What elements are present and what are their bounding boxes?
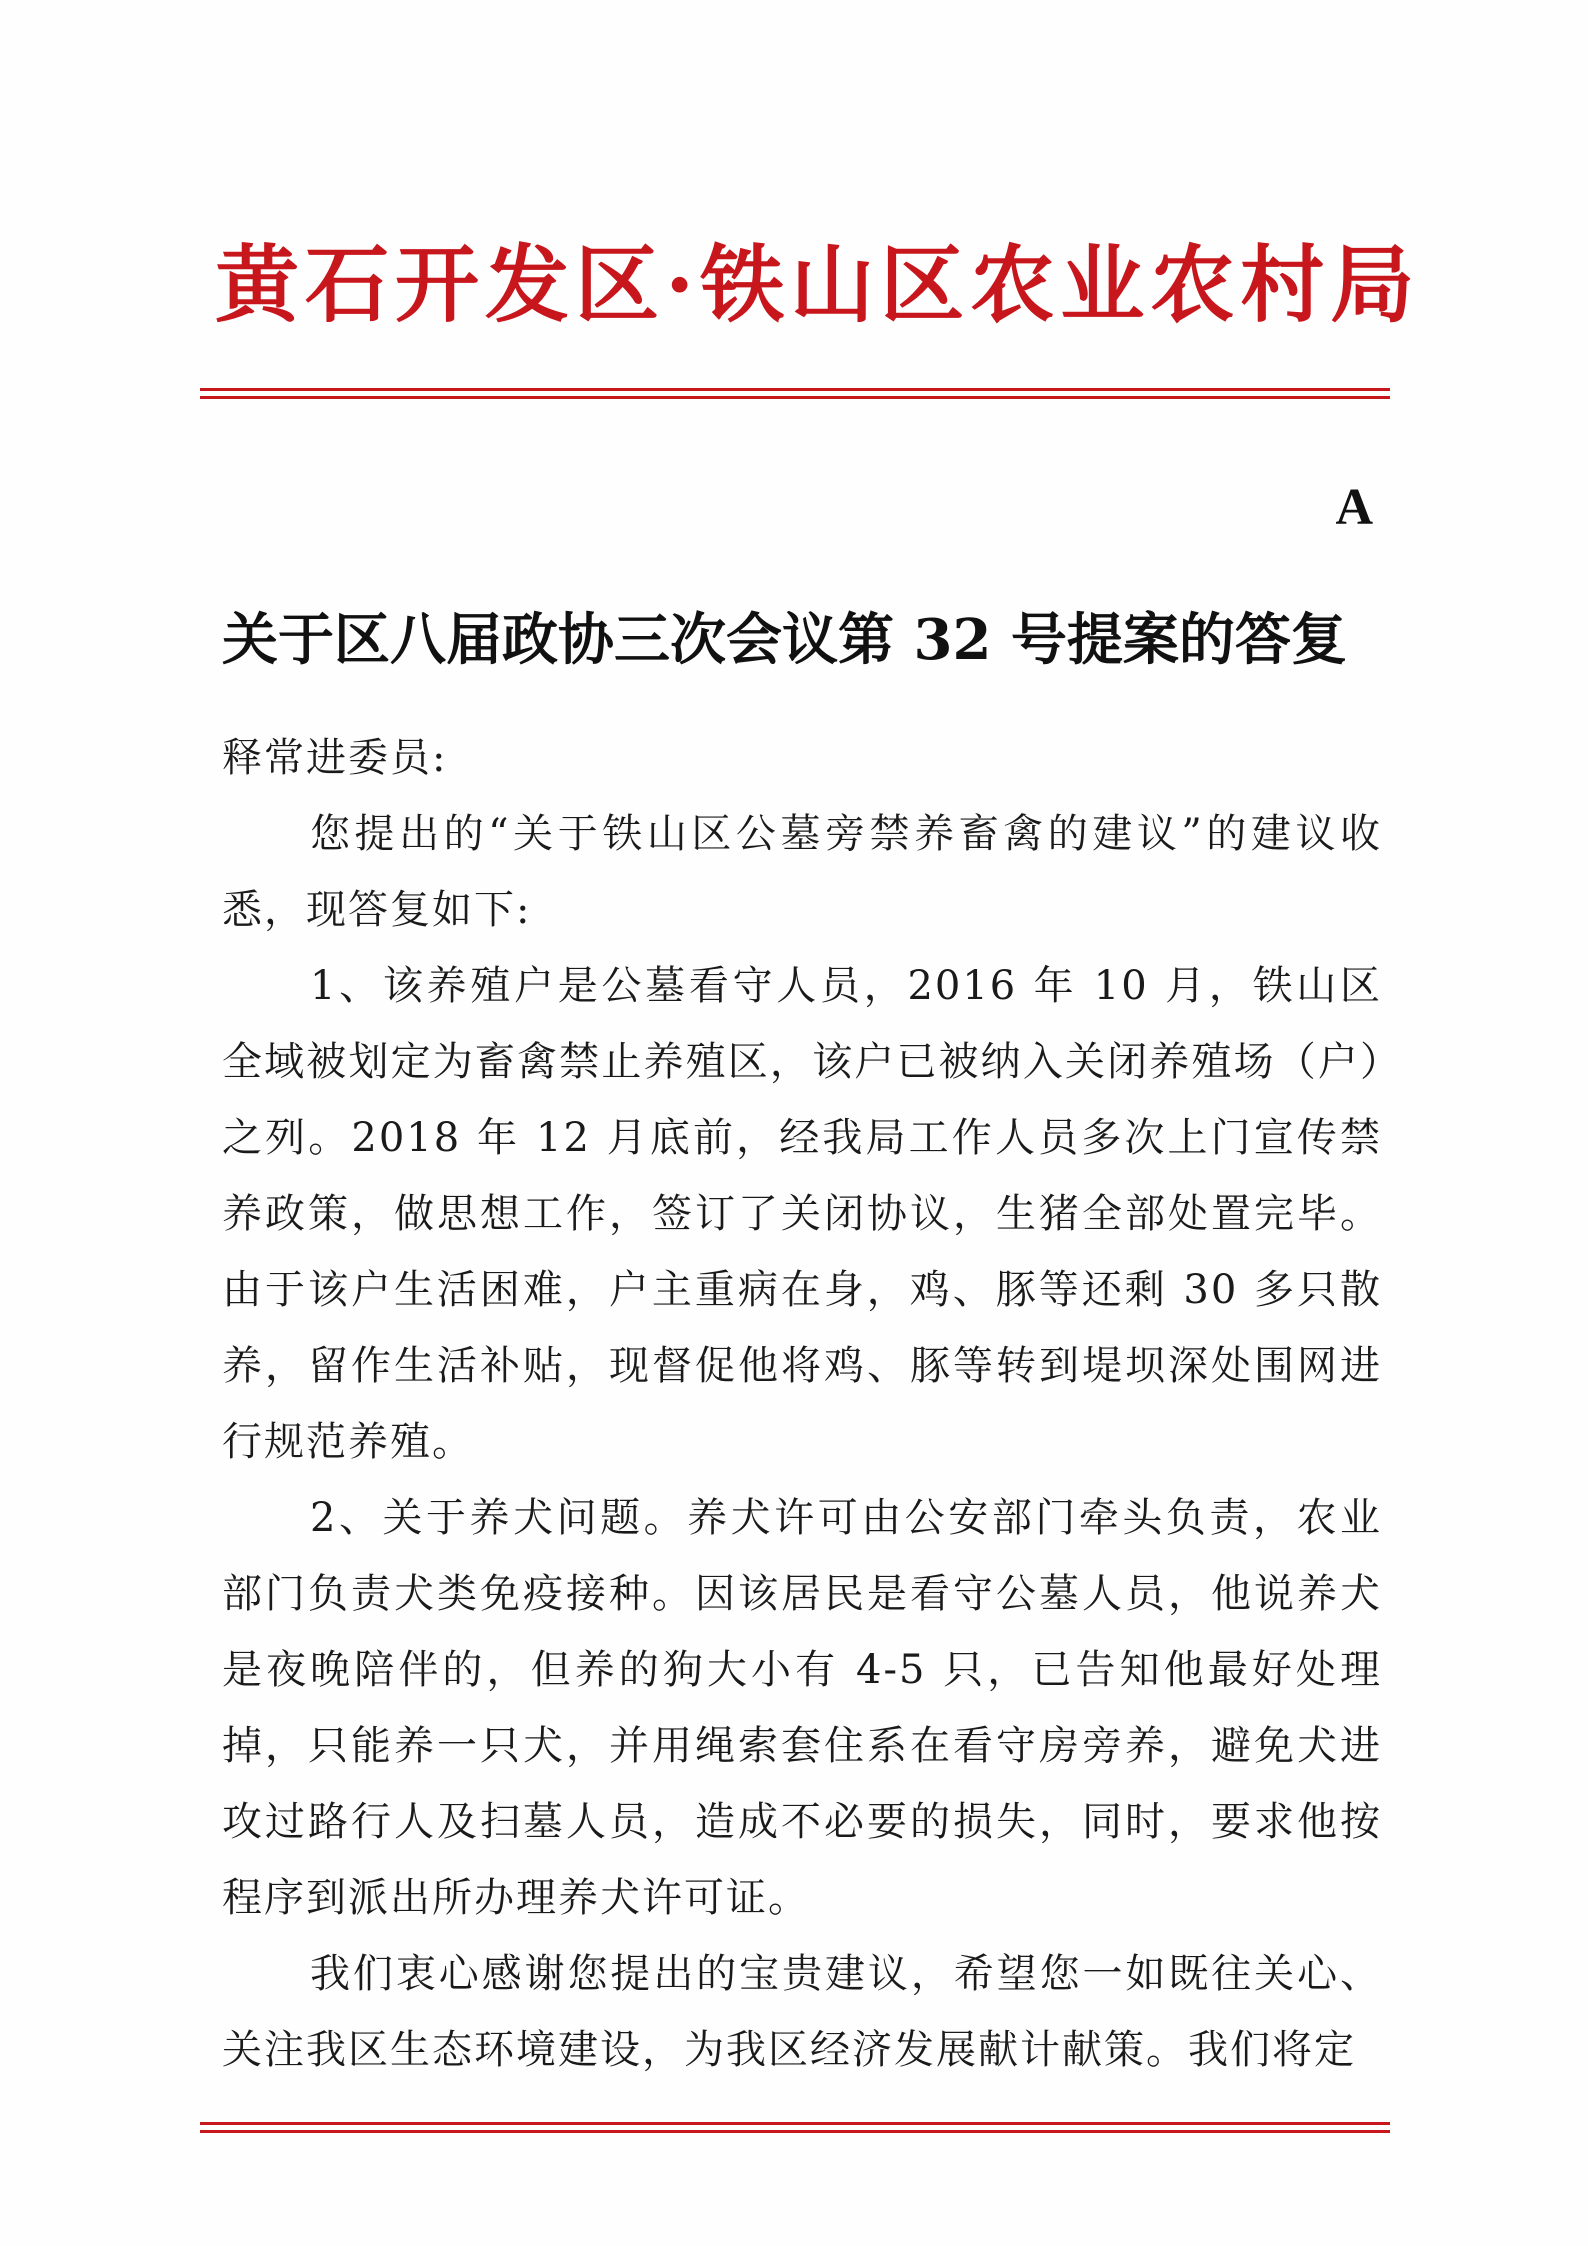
rule-line-thick bbox=[200, 2130, 1390, 2133]
paragraph-item-1: 1、该养殖户是公墓看守人员，2016 年 10 月，铁山区全域被划定为畜禽禁止养殖区，该户已被纳入关闭养殖场（户）之列。2018 年 12 月底前，经我局工作人员多次上门宣传禁养政策，做思想工作，签订了关闭协议，生猪全部处置完毕。由于该户生活困难，户主重病在身，鸡、豚等还剩 30 多只散养，留作生活补贴，现督促他将鸡、豚等转到堤坝深处围网进行规范养殖。 bbox=[222, 963, 1382, 1465]
paragraph-item-2: 2、关于养犬问题。养犬许可由公安部门牵头负责，农业部门负责犬类免疫接种。因该居民是看守公墓人员，他说养犬是夜晚陪伴的，但养的狗大小有 4-5 只，已告知他最好处理掉，只能养一只犬，并用绳索套住系在看守房旁养，避免犬进攻过路行人及扫墓人员，造成不必要的损失，同时，要求他按程序到派出所办理养犬许可证。 bbox=[222, 1495, 1382, 1921]
salutation: 释常进委员: bbox=[222, 735, 448, 781]
rule-line-thick bbox=[200, 396, 1390, 399]
footer-red-rule bbox=[200, 2122, 1390, 2133]
document-body bbox=[222, 720, 1382, 2088]
paragraph-closing: 我们衷心感谢您提出的宝贵建议，希望您一如既往关心、关注我区生态环境建设，为我区经济发展献计献策。我们将定 bbox=[222, 1951, 1382, 2073]
paragraph-intro: 您提出的“关于铁山区公墓旁禁养畜禽的建议”的建议收悉，现答复如下: bbox=[222, 811, 1382, 933]
reply-grade: A bbox=[1335, 479, 1373, 536]
letterhead-red-rule bbox=[200, 388, 1390, 399]
letterhead-title: 黄石开发区·铁山区农业农村局 bbox=[215, 235, 1421, 334]
document-title: 关于区八届政协三次会议第 32 号提案的答复 bbox=[222, 607, 1347, 673]
